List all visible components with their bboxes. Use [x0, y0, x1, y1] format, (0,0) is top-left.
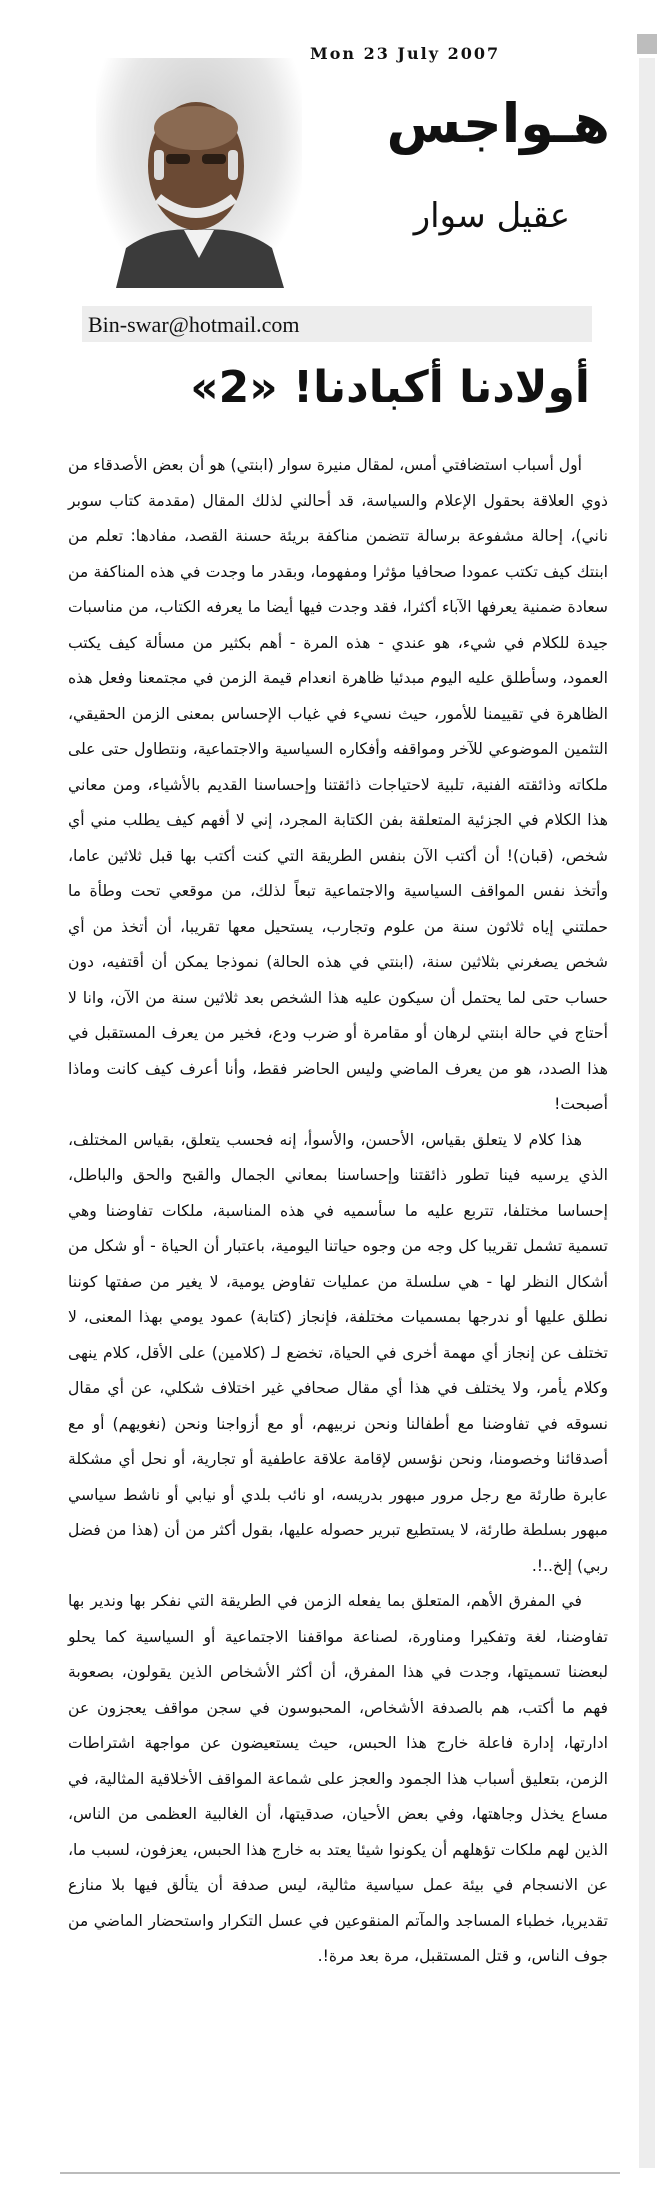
article-paragraph: هذا كلام لا يتعلق بقياس، الأحسن، والأسوأ، إنه فحسب يتعلق، بقياس المختلف، الذي يرسيه فينا تطور ذائقتنا وإحساسنا بمعاني الجمال والقبح والحق والباطل، إحساسا مختلفا، تتربع عليه ما سأسميه في هذه المناسبة، ملكات تفاوضنا وهي تسمية تشمل تقريبا كل وجه من وجوه حياتنا اليومية، باعتبار أن الحياة - أو شكل من أشكال النظر لها - هي سلسلة من عمليات تفاوض يومية، لا يغير من صفتها كوننا نطلق عليها أو ندرجها بمسميات مختلفة، فإنجاز (كتابة) عمود يومي بهذا المعنى، لا تختلف عن إنجاز أي مهمة أخرى في الحياة، تخضع لـ (كلامين) على الأقل، كلام ينهى وكلام يأمر، ولا يختلف في هذا أي مقال صحافي غير اختلاف شكلي، عن أي مقال نسوقه في تفاوضنا مع أطفالنا ونحن نربيهم، أو مع أزواجنا ونحن (نغويهم) أو مع أصدقائنا وخصومنا، ونحن نؤسس لإقامة علاقة عاطفية أو تجارية، أو نحل أي مشكلة عابرة طارئة مع رجل مرور مبهور بدريسه، او نائب بلدي أو نيابي أو ناشط سياسي مبهور بسلطة طارئة، لا يستطيع تبرير حصوله عليها، بقول أكثر من أن (هذا من فضل ربي) إلخ..!.	[68, 1130, 608, 1575]
publication-date: Mon 23 July 2007	[310, 44, 501, 63]
article-title: أولادنا أكبادنا! «2»	[190, 362, 590, 413]
article-paragraph: أول أسباب استضافتي أمس، لمقال منيرة سوار (ابنتي) هو أن بعض الأصدقاء من ذوي العلاقة بحقول الإعلام والسياسة، قد أحالني لذلك المقال (مقدمة كتاب سوبر ناني)، إحالة مشفوعة برسالة تتضمن مناكفة بريئة حسنة القصد، مفادها: تعلم من ابنتك كيف تكتب عمودا صحافيا مؤثرا ومفهوما، وبقدر ما وجدت في هذه المناكفة من سعادة ضمنية يعرفها الآباء أكثرا، فقد وجدت فيها أيضا ما يعرفه الكتاب، من مناسبات جيدة للكلام في شيء، هو عندي - هذه المرة - أهم بكثير من مسألة كيف يكتب العمود، وسأطلق عليه اليوم مبدئيا ظاهرة انعدام قيمة الزمن في مجتمعنا وفعل هذه الظاهرة في تقييمنا للأمور، حيث نسيء في غياب الإحساس بمعنى الزمن الحقيقي، التثمين الموضوعي للآخر ومواقفه وأفكاره السياسية والاجتماعية، ونتطاول حتى على ملكاته وذائقته الفنية، تلبية لاحتياجات ذائقتنا وإحساسنا القديم بالأشياء، ومن معاني هذا الكلام في الجزئية المتعلقة بفن الكتابة المجرد، إني لا أفهم كيف يطلب مني أي شخص، (قبان)! أن أكتب الآن بنفس الطريقة التي كنت أكتب بها قبل ثلاثين عاما، وأتخذ نفس المواقف السياسية والاجتماعية تبعاً لذلك، من موقعي تحت وطأة ما حملتني إياه ثلاثون سنة من علوم وتجارب، يستحيل معها تقريبا، أن أتخذ من أي شخص يصغرني بثلاثين سنة، (ابنتي في هذه الحالة) نموذجا يمكن أن أقتفيه، دون حساب حتى لما يحتمل أن سيكون عليه هذا الشخص بعد ثلاثين سنة من الآن، وانا لا أحتاج في حالة ابنتي لرهان أو مقامرة أو ضرب ودع، فخير من يعرف المستقبل في هذا الصدد، هو من يعرف الماضي وليس الحاضر فقط، وأنا أعرف كيف كانت وماذا أصبحت!	[68, 456, 608, 1113]
author-name: عقيل سوار	[413, 196, 570, 236]
bottom-divider	[60, 2172, 620, 2174]
article-paragraph: في المفرق الأهم، المتعلق بما يفعله الزمن في الطريقة التي نفكر بها وندير بها تفاوضنا، لغة وتفكيرا ومناورة، لصناعة مواقفنا الاجتماعية أو السياسية كما يحلو لبعضنا تسميتها، وجدت في هذا المفرق، أن أكثر الأشخاص الذين يقولون، بصعوبة فهم ما أكتب، هم بالصدفة الأشخاص، المحبوسون في سجن مواقف يعجزون عن ادارتها، إدارة فاعلة خارج هذا الحبس، حيث يستعيضون عن مواجهة اشتراطات الزمن، بتعليق أسباب هذا الجمود والعجز على شماعة المواقف الأخلاقية المثالية، في مساع يخذل وجاهتها، وفي بعض الأحيان، صدقيتها، أن الغالبية العظمى من الناس، الذين لهم ملكات تؤهلهم أن يكونوا شيئا يعتد به خارج هذا الحبس، يعزفون، لسبب ما، عن الانسجام في بيئة عمل سياسية مثالية، ليس صدفة أن يتألق فيها بلا منازع تقديريا، خطباء المساجد والمآتم المنقوعين في عسل التكرار واستحضار الماضي من جوف الناس، و قتل المستقبل، مرة بعد مرة!.	[68, 1592, 608, 1965]
scroll-up-button[interactable]	[637, 34, 657, 54]
author-email[interactable]: Bin-swar@hotmail.com	[88, 312, 300, 337]
author-portrait	[96, 58, 302, 288]
author-portrait-icon	[96, 58, 302, 288]
article-body	[68, 448, 608, 1975]
scrollbar[interactable]	[627, 0, 667, 2196]
scroll-track[interactable]	[639, 58, 655, 2168]
column-name: هـواجس	[386, 92, 610, 155]
